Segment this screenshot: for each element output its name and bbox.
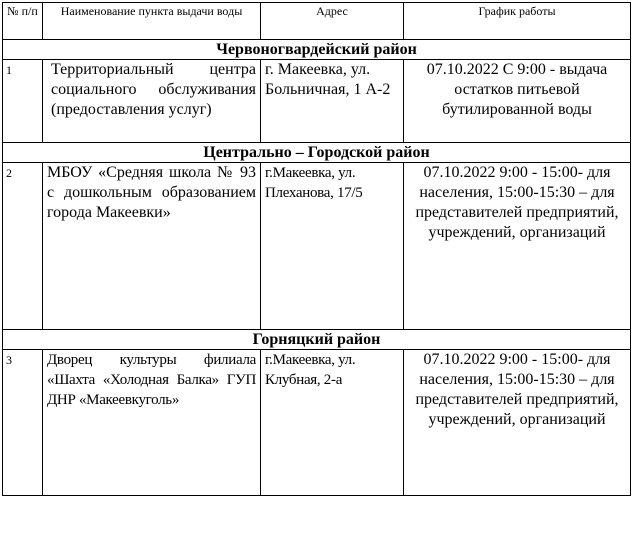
row-address: г.Макеевка, ул. Плеханова, 17/5 — [261, 163, 404, 330]
water-distribution-table — [2, 2, 631, 496]
district-name: Горняцкий район — [3, 330, 631, 350]
table-row — [3, 350, 631, 496]
district-name: Центрально – Городской район — [3, 143, 631, 163]
district-name: Червоногвардейский район — [3, 40, 631, 60]
table-row — [3, 60, 631, 143]
row-address: г.Макеевка, ул. Клубная, 2-а — [261, 350, 404, 496]
district-row — [3, 40, 631, 60]
row-schedule: 07.10.2022 9:00 - 15:00- для населения, 15:00-15:30 – для представителей предприятий, учреждений, организаций — [404, 163, 631, 330]
row-name: МБОУ «Средняя школа № 93 с дошкольным образованием города Макеевки» — [43, 163, 261, 330]
header-schedule: График работы — [404, 3, 631, 40]
table-row — [3, 163, 631, 330]
row-schedule: 07.10.2022 С 9:00 - выдача остатков питьевой бутилированной воды — [404, 60, 631, 143]
header-num: № п/п — [3, 3, 43, 40]
row-num: 2 — [3, 163, 43, 330]
row-schedule: 07.10.2022 9:00 - 15:00- для населения, 15:00-15:30 – для представителей предприятий, учреждений, организаций — [404, 350, 631, 496]
row-name: Территориальный центра социального обслуживания (предоставления услуг) — [43, 60, 261, 143]
row-num: 1 — [3, 60, 43, 143]
district-row — [3, 330, 631, 350]
table-header-row — [3, 3, 631, 40]
district-row — [3, 143, 631, 163]
row-address: г. Макеевка, ул. Больничная, 1 А-2 — [261, 60, 404, 143]
header-address: Адрес — [261, 3, 404, 40]
header-name: Наименование пункта выдачи воды — [43, 3, 261, 40]
row-num: 3 — [3, 350, 43, 496]
row-name: Дворец культуры филиала «Шахта «Холодная Балка» ГУП ДНР «Макеевкуголь» — [43, 350, 261, 496]
